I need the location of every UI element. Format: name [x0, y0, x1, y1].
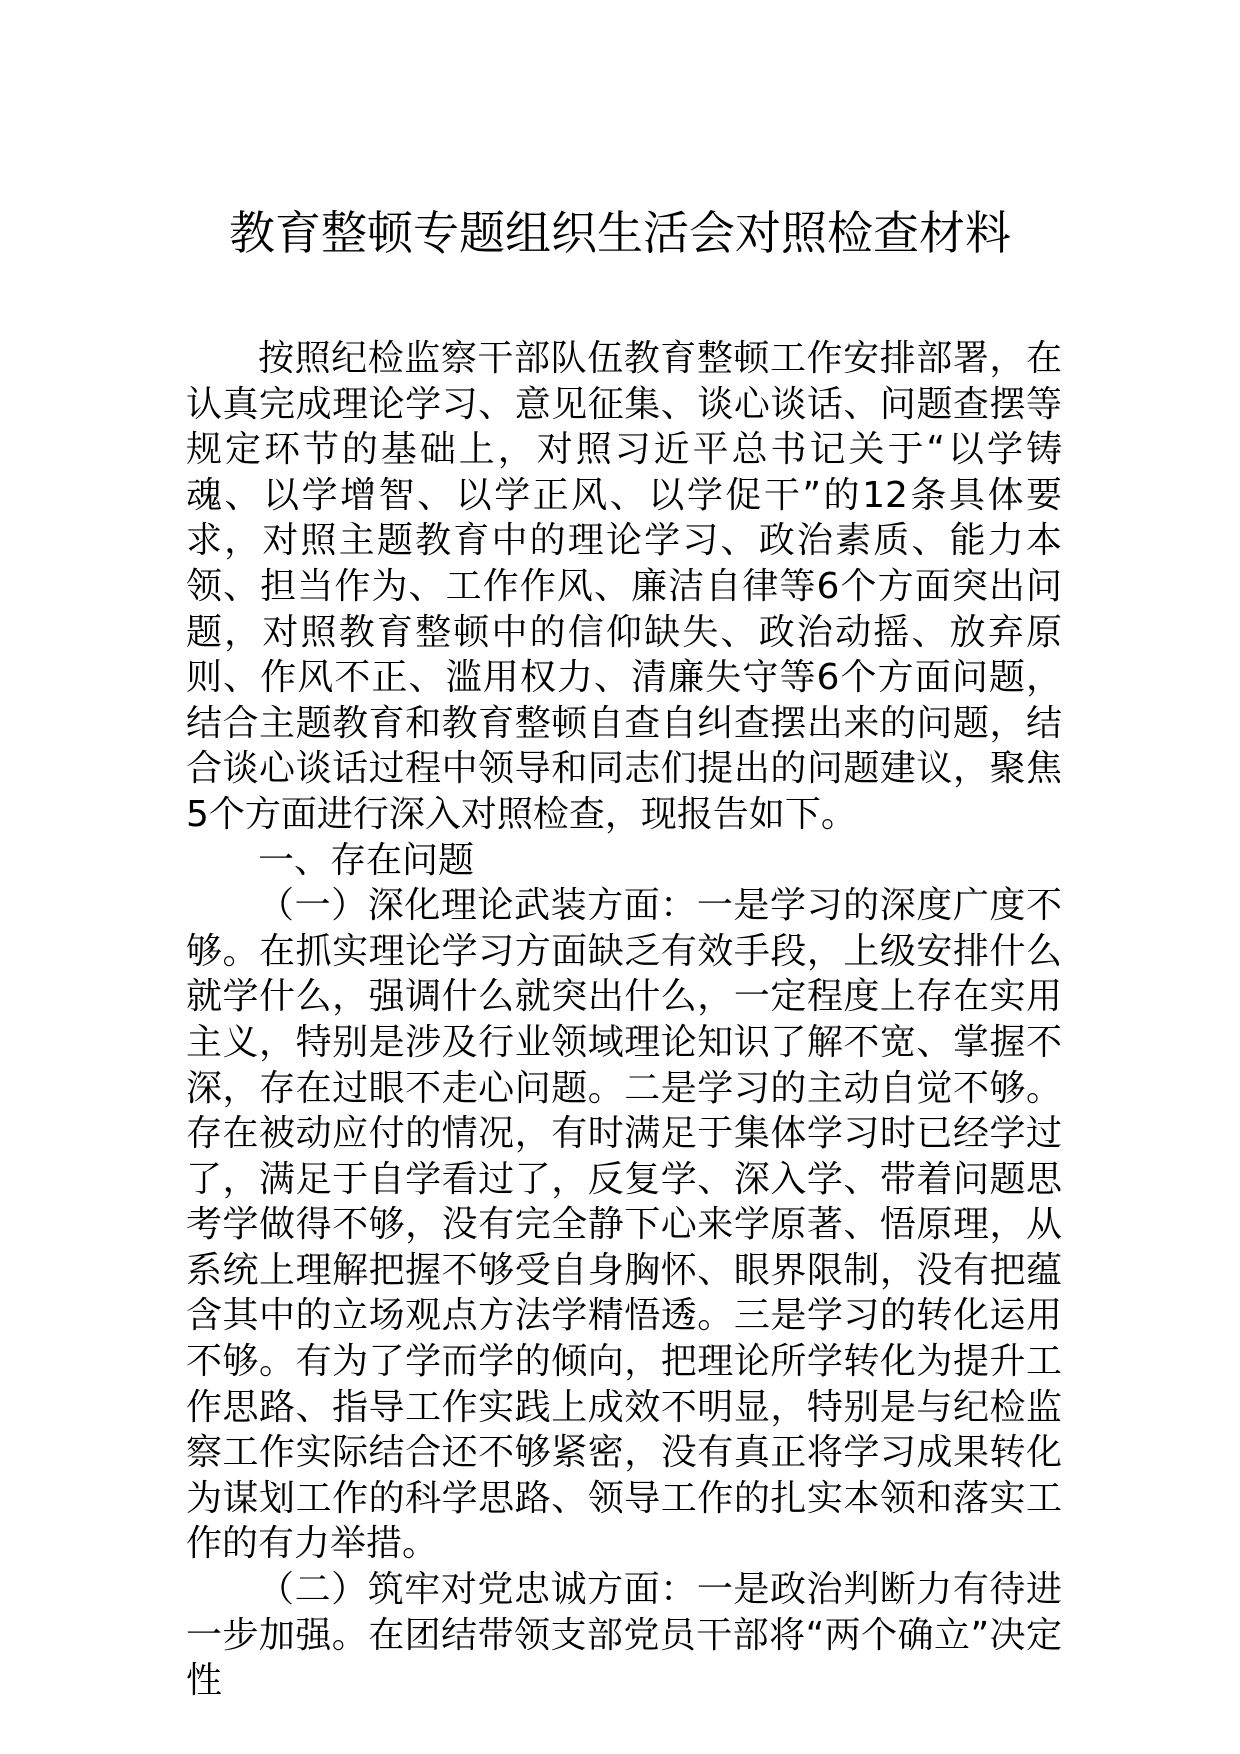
- theory-paragraph: （一）深化理论武装方面：一是学习的深度广度不够。在抓实理论学习方面缺乏有效手段，上级安排什么就学什么，强调什么就突出什么，一定程度上存在实用主义，特别是涉及行业领域理论知识了解不宽、掌握不深，存在过眼不走心问题。二是学习的主动自觉不够。存在被动应付的情况，有时满足于集体学习时已经学过了，满足于自学看过了，反复学、深入学、带着问题思考学做得不够，没有完全静下心来学原著、悟原理，从系统上理解把握不够受自身胸怀、眼界限制，没有把蕴含其中的立场观点方法学精悟透。三是学习的转化运用不够。有为了学而学的倾向，把理论所学转化为提升工作思路、指导工作实践上成效不明显，特别是与纪检监察工作实际结合还不够紧密，没有真正将学习成果转化为谋划工作的科学思路、领导工作的扎实本领和落实工作的有力举措。: [186, 885, 1062, 1565]
- document-title: 教育整顿专题组织生活会对照检查材料: [229, 206, 1011, 260]
- document-body: [186, 336, 1062, 1704]
- intro-paragraph: 按照纪检监察干部队伍教育整顿工作安排部署，在认真完成理论学习、意见征集、谈心谈话、问题查摆等规定环节的基础上，对照习近平总书记关于“以学铸魂、以学增智、以学正风、以学促干”的12条具体要求，对照主题教育中的理论学习、政治素质、能力本领、担当作为、工作作风、廉洁自律等6个方面突出问题，对照教育整顿中的信仰缺失、政治动摇、放弃原则、作风不正、滥用权力、清廉失守等6个方面问题，结合主题教育和教育整顿自查自纠查摆出来的问题，结合谈心谈话过程中领导和同志们提出的问题建议，聚焦5个方面进行深入对照检查，现报告如下。: [186, 338, 1062, 835]
- section-heading: 一、存在问题: [258, 839, 475, 881]
- loyalty-paragraph: （二）筑牢对党忠诚方面：一是政治判断力有待进一步加强。在团结带领支部党员干部将“两个确立”决定性: [186, 1569, 1062, 1702]
